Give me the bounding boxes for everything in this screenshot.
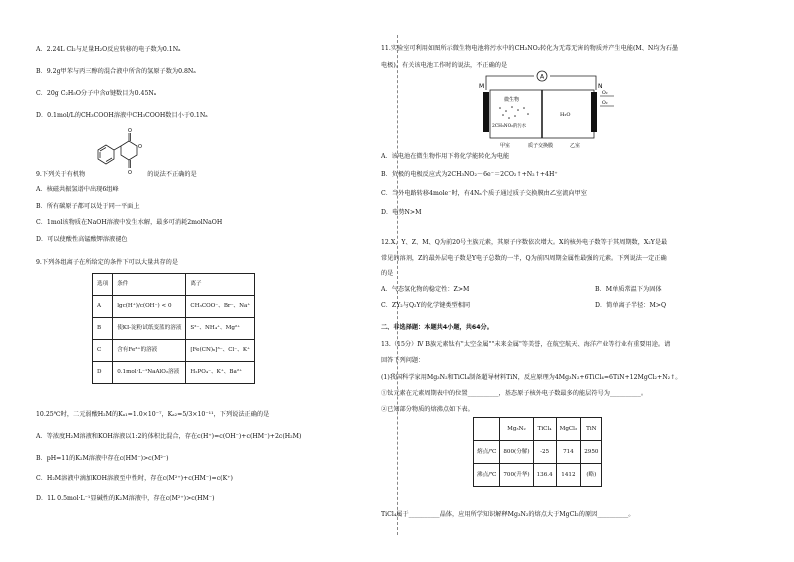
q9a-option-c: C．1mol该物质在NaOH溶液中发生水解，最多可消耗2molNaOH <box>36 219 223 226</box>
q12-stem-line2: 常见的溶剂，Z的最外层电子数是Y电子总数的一半，Q为前四周期金属性最强的元素。下列说法一定正确 <box>381 255 667 262</box>
label-o2-out: O₂ <box>602 101 608 106</box>
table-cell: C <box>93 340 113 362</box>
q9a-option-a: A．核磁共振氢谱中出现6组峰 <box>36 186 119 193</box>
q12-option-a: A．气态氢化物的稳定性：Z>M <box>381 286 470 293</box>
table-cell: S²⁻、NH₄⁺、Mg²⁺ <box>186 318 255 340</box>
q10-stem: 10.25℃时，二元弱酸H₂M的Kₐ₁=1.0×10⁻⁷，Kₐ₂=5/3×10⁻¹¹，下列说法正确的是 <box>36 411 270 418</box>
label-room-b: 乙室 <box>570 143 581 149</box>
label-n: N <box>598 83 603 90</box>
label-water: H₂O <box>560 112 571 118</box>
q11-stem-line1: 11.实验室可利用如图所示微生物电池将污水中的CH₃NO₂转化为无毒无害的物质并产生电能(M、N均为石墨 <box>381 45 679 52</box>
q13-part1-q3: TiCl₄属于__________晶体，应用所学知识解释Mg₃N₂的熔点大于MgCl₂的原因__________。 <box>381 511 635 518</box>
table-row <box>93 296 255 318</box>
q9b-ion-table <box>92 273 255 384</box>
table-row <box>93 340 255 362</box>
q8-option-a: A．2.24L Cl₂与足量H₂O反应转移的电子数为0.1Nₐ <box>36 46 181 53</box>
q10-option-c: C．H₂M溶液中滴加KOH溶液至中性时，存在c(M²⁺)+c(HM⁻)=c(K⁺) <box>36 475 233 482</box>
table-cell: 2950 <box>581 441 602 464</box>
q9a-option-b: B．所有碳原子都可以处于同一平面上 <box>36 203 140 210</box>
q8-option-d: D．0.1mol/L的CH₃COOH溶液中CH₃COOH数目小于0.1Nₐ <box>36 112 208 119</box>
svg-text:O: O <box>128 170 132 176</box>
table-header: 离子 <box>186 274 255 296</box>
table-cell: 熔点/℃ <box>474 441 500 464</box>
table-header: Mg₃N₂ <box>500 418 533 441</box>
table-row <box>93 274 255 296</box>
table-cell: D <box>93 362 113 384</box>
label-m: M <box>479 83 485 90</box>
table-cell: 136.4 <box>533 464 556 487</box>
section-heading: 二、非选择题：本题共4小题，共64分。 <box>381 324 493 331</box>
label-microbe: 微生物 <box>504 97 520 103</box>
q9a-option-d: D．可以使酸性高锰酸钾溶液褪色 <box>36 236 128 243</box>
q9a-stem-head: 9.下列关于有机物 <box>36 171 86 178</box>
electrode-n <box>591 92 597 132</box>
q11-option-c: C．当外电路转移4mole⁻时，有4Nₐ个质子通过质子交换膜由乙室流向甲室 <box>381 190 587 197</box>
column-divider <box>397 35 398 535</box>
table-cell: 714 <box>556 441 581 464</box>
table-cell: -25 <box>533 441 556 464</box>
table-cell: 0.1mol·L⁻¹NaAlO₂溶液 <box>113 362 186 384</box>
q12-stem-line3: 的是 <box>381 270 394 277</box>
label-o2-in: O₂ <box>602 91 608 96</box>
q11-option-b: B．负极的电极反应式为2CH₃NO₂－6e⁻＝2CO₂↑+N₂↑+4H⁺ <box>381 171 558 178</box>
svg-text:O: O <box>128 128 132 134</box>
table-row <box>474 418 602 441</box>
q13-part1-q1: ①钛元素在元素周期表中的位置__________，基态原子核外电子数最多的能层符号为__________。 <box>381 390 648 397</box>
table-cell: [Fe(CN)₆]³⁻、Cl⁻、K⁺ <box>186 340 255 362</box>
table-row <box>474 441 602 464</box>
electrode-m <box>483 92 489 132</box>
q11-option-d: D．电势N>M <box>381 209 422 216</box>
table-row <box>93 362 255 384</box>
q13-part1-q2: ②已知部分物质的熔沸点如下表。 <box>381 406 474 413</box>
q9a-stem-tail: 的说法不正确的是 <box>147 171 197 178</box>
q13-part1: (1)我国科学家用Mg₃N₂和TiCl₄制备超导材料TiN，反应原理为4Mg₃N₂+6TiCl₄=6TiN+12MgCl₂+N₂↑。 <box>381 374 682 381</box>
q10-option-a: A．等浓度H₂M溶液和KOH溶液以1:2的体积比混合，存在c(H⁺)=c(OH⁻)+c(HM⁻)+2c(H₂M) <box>36 433 302 440</box>
label-room-a: 甲室 <box>500 143 511 149</box>
table-cell: lgc(H⁺)/c(OH⁻) < 0 <box>113 296 186 318</box>
q12-option-c: C．ZY₂与Q₂Y的化学键类型相同 <box>381 302 471 309</box>
label-wastewater: 2CH₃NO₂的污水 <box>492 124 527 129</box>
svg-text:O: O <box>138 144 142 150</box>
q11-option-a: A．该电池在微生物作用下将化学能转化为电能 <box>381 153 510 160</box>
table-header: MgCl₂ <box>556 418 581 441</box>
table-cell: 含有Fe³⁺的溶液 <box>113 340 186 362</box>
q12-option-b: B．M单质常温下为固体 <box>595 286 662 293</box>
q11-stem-line2: 电极)。有关该电池工作时的说法，不正确的是 <box>381 62 508 69</box>
table-cell: 700(升华) <box>500 464 533 487</box>
table-cell: 使KI-淀粉试纸变蓝的溶液 <box>113 318 186 340</box>
table-row <box>474 464 602 487</box>
q13-melting-point-table <box>473 417 602 487</box>
table-cell: 1412 <box>556 464 581 487</box>
table-header: 条件 <box>113 274 186 296</box>
table-header <box>474 418 500 441</box>
table-cell: 沸点/℃ <box>474 464 500 487</box>
q8-option-b: B．9.2g甲苯与丙三醇的混合液中所含的氢原子数为0.8Nₐ <box>36 68 196 75</box>
q10-option-d: D．1L 0.5mol·L⁻¹显碱性的K₂M溶液中，存在c(M²⁺)>c(HM⁻) <box>36 495 215 502</box>
table-header: TiCl₄ <box>533 418 556 441</box>
table-cell: (略) <box>581 464 602 487</box>
microbial-cell-diagram <box>478 70 618 150</box>
table-cell: 800(分解) <box>500 441 533 464</box>
q9b-stem: 9.下列各组离子在所给定的条件下可以大量共存的是 <box>36 259 179 266</box>
q12-option-d: D．简单离子半径：M>Q <box>595 302 667 309</box>
q13-stem-line2: 回答下列问题： <box>381 357 425 364</box>
q12-stem-line1: 12.X、Y、Z、M、Q为前20号主族元素，其原子序数依次增大。X的核外电子数等于其周期数，X₂Y是最 <box>381 239 668 246</box>
table-cell: H₂PO₄⁻、K⁺、Ba²⁺ <box>186 362 255 384</box>
q9a-stem <box>36 171 197 178</box>
q10-option-b: B．pH=11的K₂M溶液中存在c(HM⁻)>c(M²⁻) <box>36 455 169 462</box>
table-cell: A <box>93 296 113 318</box>
table-cell: B <box>93 318 113 340</box>
table-header: 选项 <box>93 274 113 296</box>
table-cell: CH₃COO⁻、Br⁻、Na⁺ <box>186 296 255 318</box>
label-membrane: 质子交换膜 <box>528 143 554 149</box>
q13-stem-line1: 13.（15分）Ⅳ B族元素钛有"太空金属""未来金属"等美誉，在航空航天、海洋产业等行业有重要用途。请 <box>381 341 671 348</box>
table-row <box>93 318 255 340</box>
q8-option-c: C．20g C₂H₅O分子中含σ键数目为0.45Nₐ <box>36 90 157 97</box>
table-header: TiN <box>581 418 602 441</box>
ammeter-label: A <box>540 73 545 81</box>
